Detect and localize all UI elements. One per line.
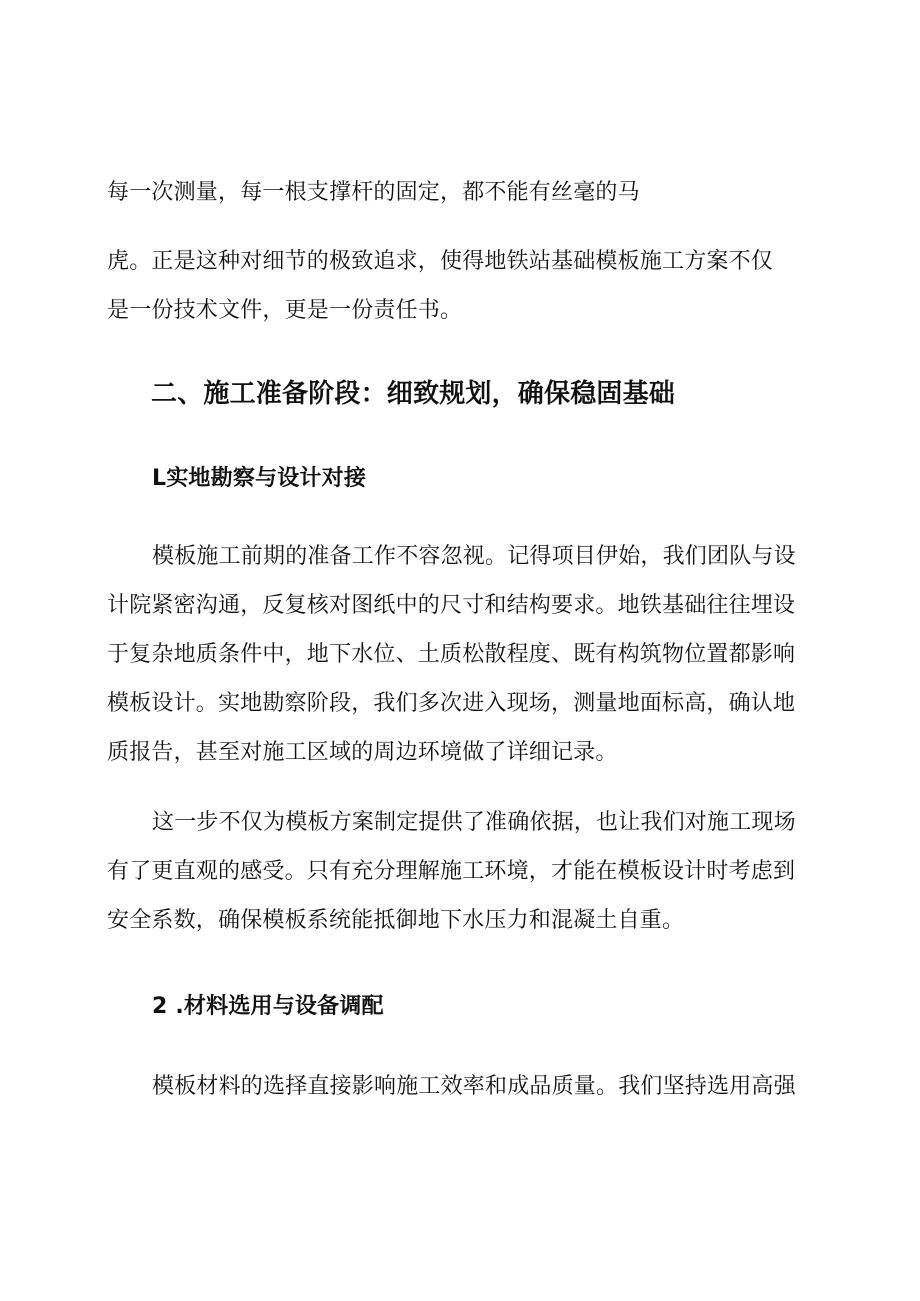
paragraph-line: 于复杂地质条件中，地下水位、土质松散程度、既有构筑物位置都影响: [107, 642, 796, 667]
paragraph-line: 计院紧密沟通，反复核对图纸中的尺寸和结构要求。地铁基础往往埋设: [107, 593, 796, 618]
paragraph-line: 模板设计。实地勘察阶段，我们多次进入现场，测量地面标高，确认地: [107, 691, 796, 716]
section-heading: 二、施工准备阶段：细致规划，确保稳固基础: [151, 379, 676, 409]
paragraph-line: 安全系数，确保模板系统能抵御地下水压力和混凝土自重。: [107, 908, 685, 933]
paragraph-line: 质报告，甚至对施工区域的周边环境做了详细记录。: [107, 740, 618, 765]
intro-line: 虎。正是这种对细节的极致追求，使得地铁站基础模板施工方案不仅: [107, 249, 774, 274]
paragraph-line: 模板材料的选择直接影响施工效率和成品质量。我们坚持选用高强: [152, 1074, 796, 1099]
paragraph-line: 有了更直观的感受。只有充分理解施工环境，才能在模板设计时考虑到: [107, 859, 796, 884]
intro-line: 每一次测量，每一根支撑杆的固定，都不能有丝毫的马: [107, 180, 640, 205]
subsection-title: L实地勘察与设计对接: [152, 466, 367, 491]
subsection-title: 2 .材料选用与设备调配: [152, 994, 384, 1019]
paragraph-line: 这一步不仅为模板方案制定提供了准确依据，也让我们对施工现场: [152, 810, 796, 835]
paragraph-line: 模板施工前期的准备工作不容忽视。记得项目伊始，我们团队与设: [152, 544, 796, 569]
intro-line: 是一份技术文件，更是一份责任书。: [107, 298, 463, 323]
